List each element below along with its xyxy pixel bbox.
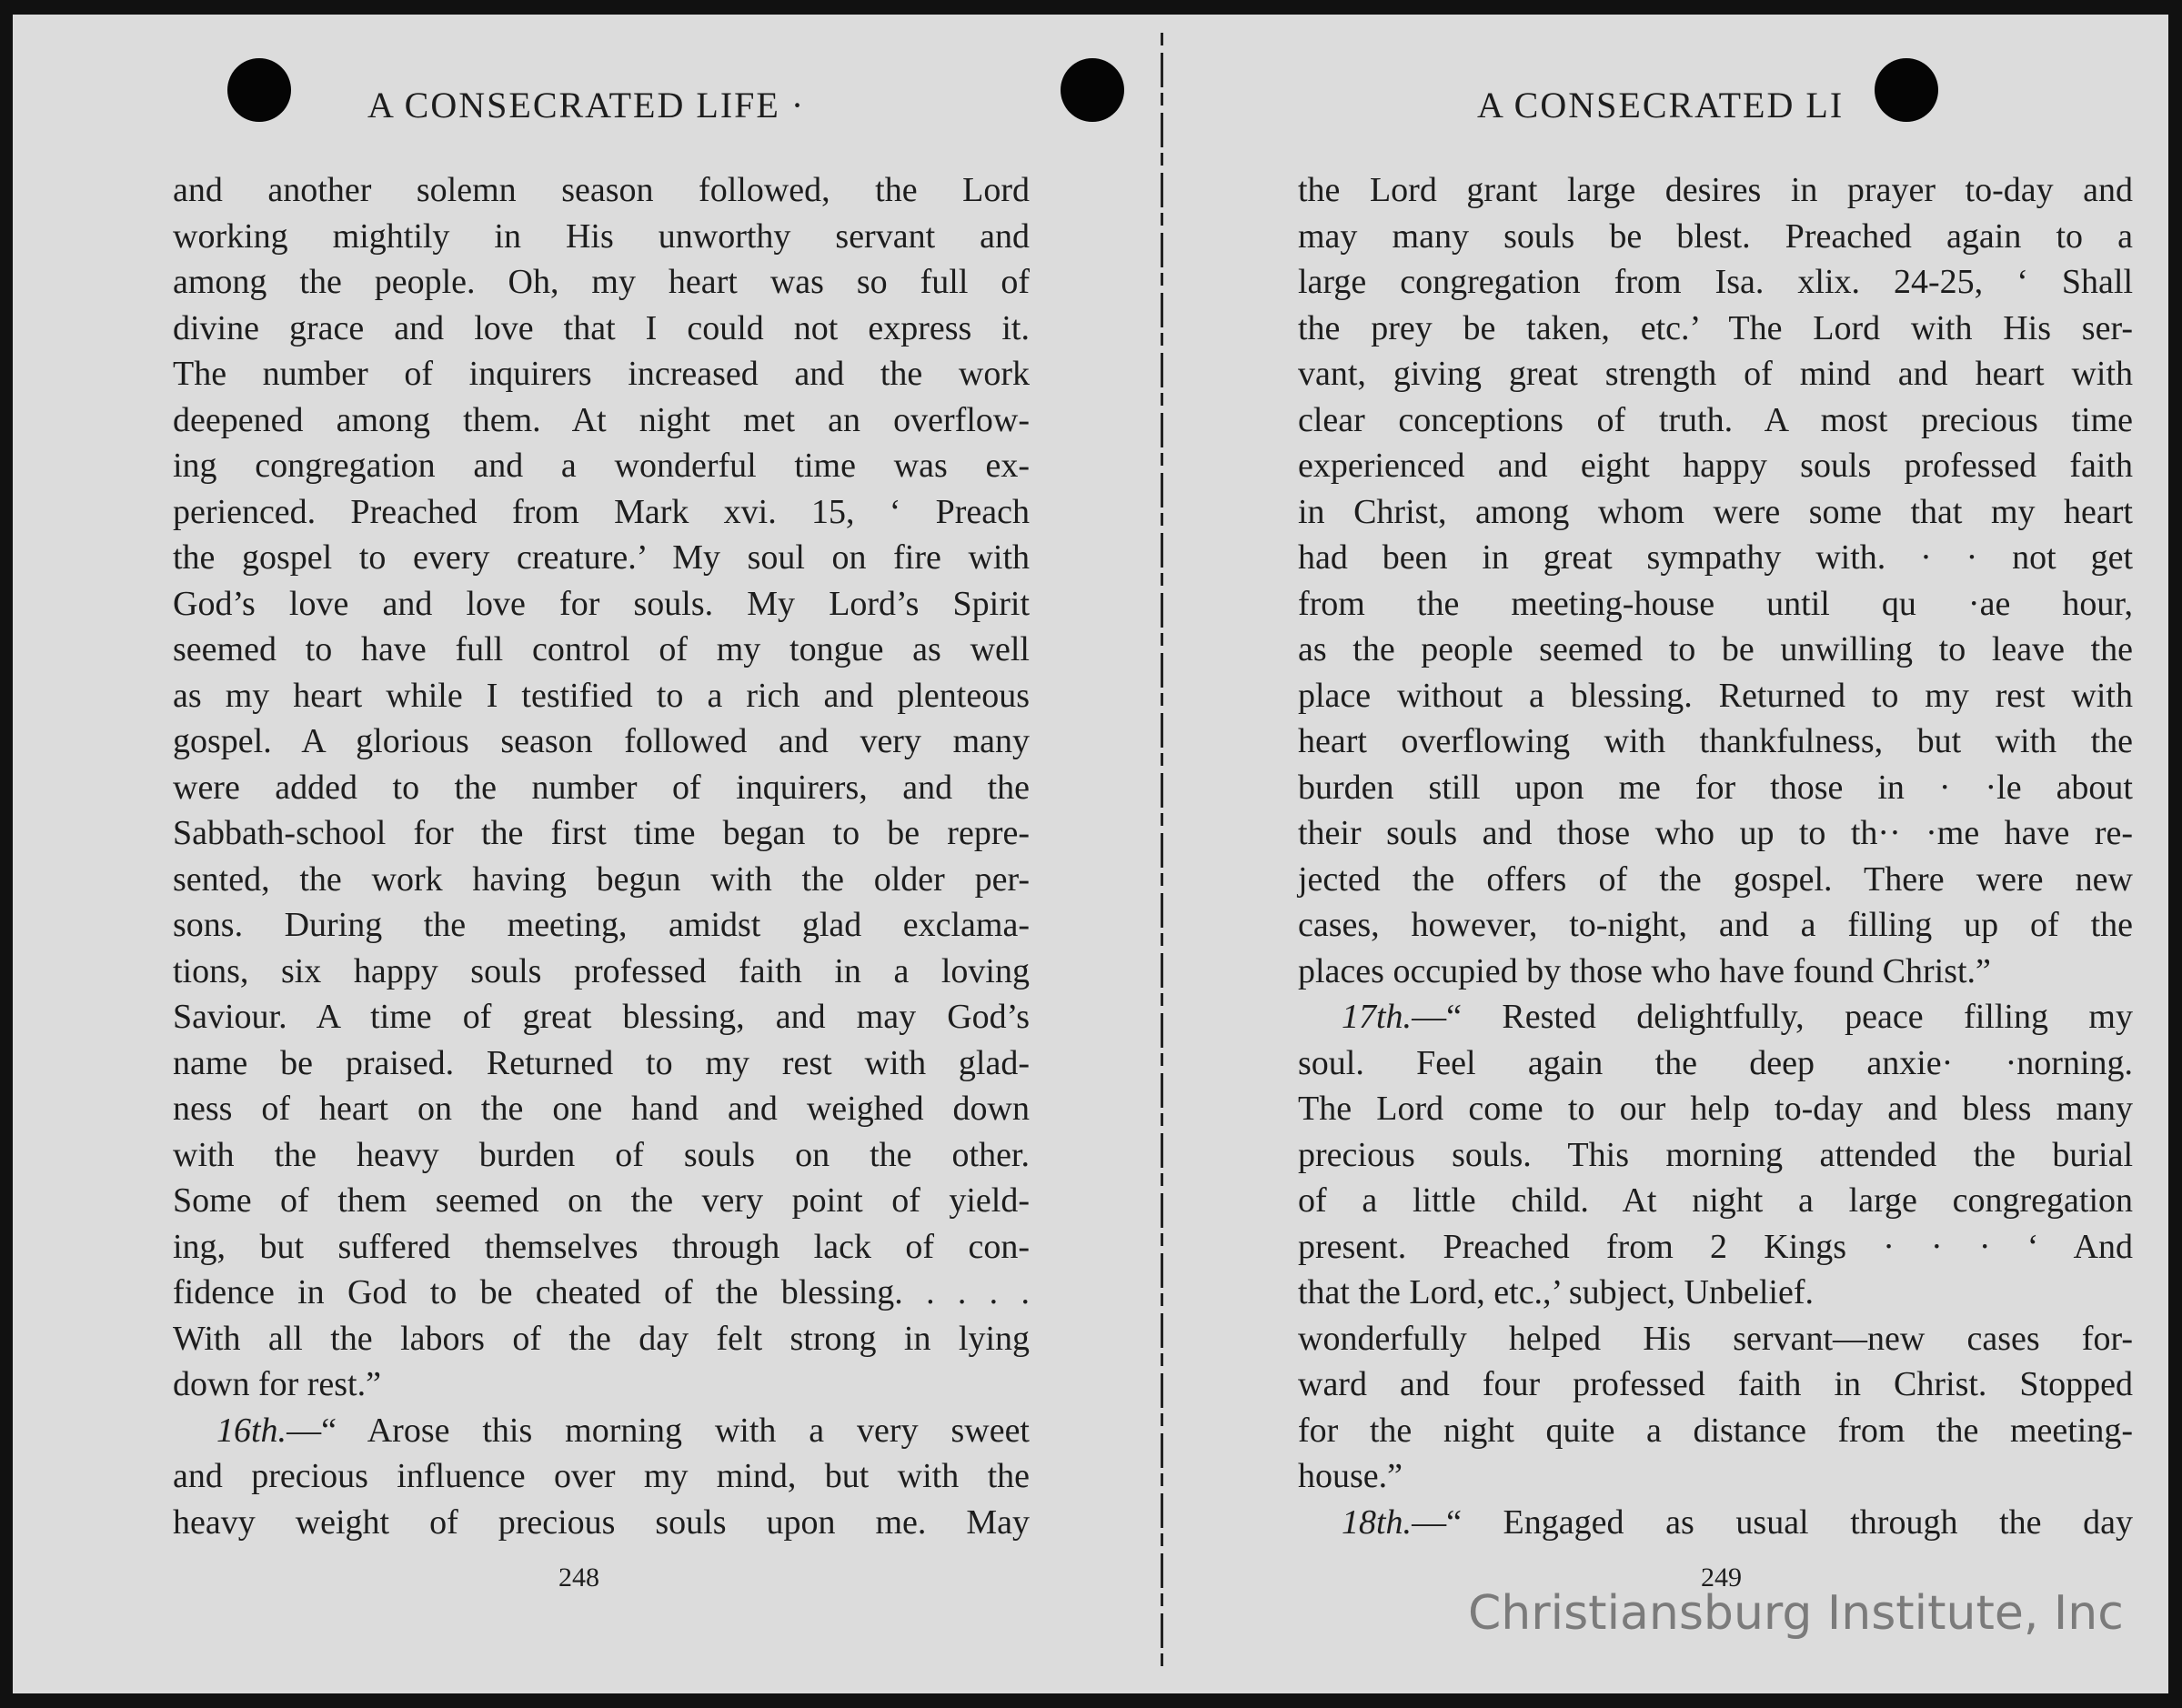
text-line: and another solemn season followed, the Lord <box>173 171 1030 209</box>
text-line: seemed to have full control of my tongue as well <box>173 630 1030 668</box>
text-line: experienced and eight happy souls professed faith <box>1298 447 2133 485</box>
text-line: ing congregation and a wonderful time was ex- <box>173 447 1030 485</box>
text-line: as the people seemed to be unwilling to leave the <box>1298 630 2133 668</box>
text-line: for the night quite a distance from the meeting- <box>1298 1411 2133 1450</box>
text-line: wonderfully helped His servant—new cases for- <box>1298 1319 2133 1358</box>
text-line: among the people. Oh, my heart was so full of <box>173 263 1030 301</box>
text-line: as my heart while I testified to a rich and plenteous <box>173 676 1030 715</box>
text-line: name be praised. Returned to my rest with glad- <box>173 1043 1030 1082</box>
text-line: places occupied by those who have found Christ.” <box>1298 951 1991 990</box>
entry-date: 16th. <box>216 1411 287 1450</box>
text-line: divine grace and love that I could not express it. <box>173 308 1030 347</box>
diary-entry-line <box>1298 994 2133 1040</box>
watermark: Christiansburg Institute, Inc <box>1468 1586 2124 1641</box>
text-line: house.” <box>1298 1457 1403 1495</box>
text-line: cases, however, to-night, and a filling up of the <box>1298 906 2133 944</box>
page-number-right: 249 <box>1701 1562 1742 1592</box>
text-line: gospel. A glorious season followed and very many <box>173 722 1030 760</box>
text-line: of a little child. At night a large congregation <box>1298 1181 2133 1220</box>
scanned-spread <box>13 15 2168 1693</box>
text-line: their souls and those who up to th·· ·me have re- <box>1298 814 2133 852</box>
running-head-left: A CONSECRATED LIFE · <box>367 85 806 126</box>
entry-text: —“ Arose this morning with a very sweet <box>287 1411 1030 1450</box>
running-head-right: A CONSECRATED LI <box>1477 85 1845 126</box>
text-line: large congregation from Isa. xlix. 24-25, ‘ Shall <box>1298 263 2133 301</box>
text-line: deepened among them. At night met an overflow- <box>173 400 1030 439</box>
punch-hole <box>1061 58 1124 122</box>
text-line: heavy weight of precious souls upon me. May <box>173 1502 1030 1542</box>
text-line: soul. Feel again the deep anxie· ·norning. <box>1298 1043 2133 1082</box>
text-line: vant, giving great strength of mind and heart with <box>1298 355 2133 393</box>
text-line: With all the labors of the day felt strong in lying <box>173 1319 1030 1358</box>
right-page <box>13 15 2168 1693</box>
text-line: Some of them seemed on the very point of yield- <box>173 1181 1030 1220</box>
text-line: from the meeting-house until qu ·ae hour, <box>1298 584 2133 623</box>
right-body-text <box>1298 167 2133 1545</box>
entry-text: —“ Engaged as usual through the day <box>1412 1502 2133 1542</box>
text-line: had been in great sympathy with. · · not get <box>1298 538 2133 577</box>
text-line: The Lord come to our help to-day and bless many <box>1298 1090 2133 1128</box>
text-line: in Christ, among whom were some that my heart <box>1298 492 2133 531</box>
text-line: the gospel to every creature.’ My soul on fire with <box>173 538 1030 577</box>
text-line: jected the offers of the gospel. There were new <box>1298 859 2133 899</box>
text-line: ness of heart on the one hand and weighed down <box>173 1090 1030 1128</box>
text-line: ing, but suffered themselves through lack of con- <box>173 1227 1030 1266</box>
text-line: the prey be taken, etc.’ The Lord with His ser- <box>1298 308 2133 347</box>
text-line: that the Lord, etc.,’ subject, Unbelief. <box>1298 1273 1814 1311</box>
text-line: may many souls be blest. Preached again to a <box>1298 216 2133 256</box>
text-line: fidence in God to be cheated of the blessing. . . . . <box>173 1273 1030 1311</box>
text-line: burden still upon me for those in · ·le about <box>1298 768 2133 807</box>
text-line: God’s love and love for souls. My Lord’s Spirit <box>173 584 1030 623</box>
entry-date: 17th. <box>1342 998 1413 1036</box>
text-line: tions, six happy souls professed faith in a loving <box>173 951 1030 990</box>
entry-date: 18th. <box>1342 1502 1413 1542</box>
text-line: clear conceptions of truth. A most precious time <box>1298 400 2133 439</box>
text-line: working mightily in His unworthy servant and <box>173 216 1030 256</box>
text-line: down for rest.” <box>173 1365 381 1403</box>
entry-text: —“ Rested delightfully, peace filling my <box>1412 998 2133 1036</box>
text-line: ward and four professed faith in Christ. Stopped <box>1298 1365 2133 1403</box>
text-line: heart overflowing with thankfulness, but with the <box>1298 722 2133 760</box>
text-line: precious souls. This morning attended the burial <box>1298 1135 2133 1174</box>
text-line: Sabbath-school for the first time began to be repre- <box>173 814 1030 852</box>
text-line: and precious influence over my mind, but with the <box>173 1457 1030 1495</box>
text-line: the Lord grant large desires in prayer to-day and <box>1298 171 2133 209</box>
text-line: The number of inquirers increased and the work <box>173 355 1030 393</box>
text-line: present. Preached from 2 Kings · · · ‘ And <box>1298 1227 2133 1266</box>
text-line: sons. During the meeting, amidst glad exclama- <box>173 906 1030 944</box>
punch-hole <box>1875 58 1938 122</box>
text-line: were added to the number of inquirers, and the <box>173 768 1030 807</box>
page-number-left: 248 <box>558 1562 599 1592</box>
text-line: perienced. Preached from Mark xvi. 15, ‘ Preach <box>173 492 1030 531</box>
text-line: place without a blessing. Returned to my rest with <box>1298 676 2133 715</box>
diary-entry-line <box>1298 1500 2133 1546</box>
text-line: Saviour. A time of great blessing, and may God’s <box>173 998 1030 1036</box>
text-line: with the heavy burden of souls on the other. <box>173 1135 1030 1174</box>
text-line: sented, the work having begun with the older per- <box>173 859 1030 899</box>
